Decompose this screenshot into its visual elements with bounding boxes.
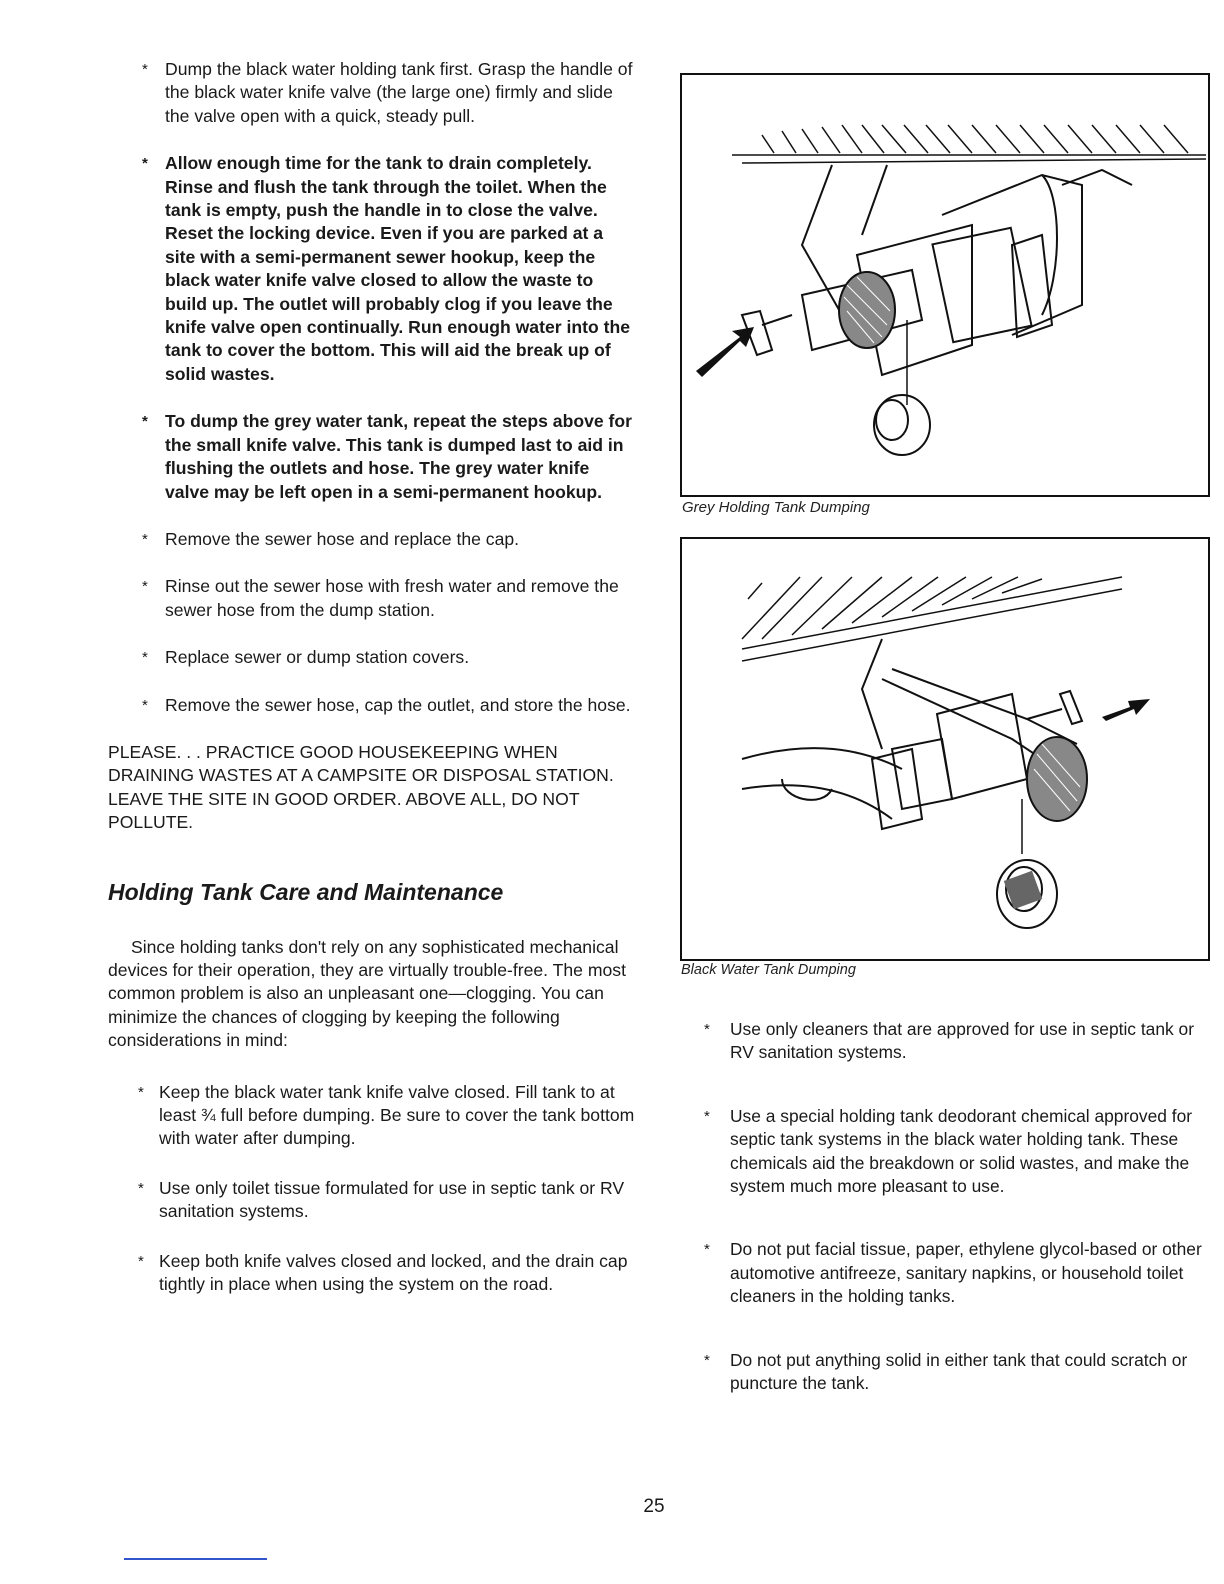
bullet-icon: * bbox=[704, 1241, 710, 1259]
bullet-icon: * bbox=[138, 1252, 144, 1270]
bullet-icon: * bbox=[142, 530, 148, 548]
bullet-icon: * bbox=[142, 155, 148, 173]
tip-item bbox=[108, 1081, 638, 1151]
grey-tank-figure bbox=[680, 73, 1210, 497]
step-text: Rinse out the sewer hose with fresh water and remove the sewer hose from the dump station. bbox=[165, 576, 619, 620]
step-text: To dump the grey water tank, repeat the steps above for the small knife valve. This tank is dumped last to aid in flushing the outlets and hose. The grey water knife valve may be left open in a semi-permanent hookup. bbox=[165, 411, 632, 502]
tip-item bbox=[680, 1238, 1208, 1308]
tip-item bbox=[108, 1177, 638, 1224]
step-rinse-hose bbox=[108, 575, 638, 622]
grey-tank-caption: Grey Holding Tank Dumping bbox=[682, 499, 870, 516]
section-heading: Holding Tank Care and Maintenance bbox=[108, 878, 504, 905]
black-tank-figure bbox=[680, 537, 1210, 961]
bullet-icon: * bbox=[138, 1179, 144, 1197]
step-remove-hose bbox=[108, 528, 638, 551]
tip-item bbox=[108, 1250, 638, 1297]
pull-arrow-icon bbox=[696, 327, 754, 377]
step-drain-rinse bbox=[108, 152, 638, 386]
step-dump-black-tank bbox=[108, 58, 638, 128]
step-store-hose bbox=[108, 694, 638, 717]
bullet-icon: * bbox=[138, 1083, 144, 1101]
left-tips-list bbox=[108, 1081, 638, 1297]
bullet-icon: * bbox=[704, 1351, 710, 1369]
bullet-icon: * bbox=[142, 578, 148, 596]
black-tank-caption: Black Water Tank Dumping bbox=[681, 962, 856, 978]
housekeeping-notice: PLEASE. . . PRACTICE GOOD HOUSEKEEPING WHEN DRAINING WASTES AT A CAMPSITE OR DISPOSAL STATION. LEAVE THE SITE IN GOOD ORDER. ABOVE ALL, DO NOT POLLUTE. bbox=[108, 741, 614, 833]
tip-text: Keep both knife valves closed and locked, and the drain cap tightly in place when using the system on the road. bbox=[159, 1250, 628, 1295]
step-text: Remove the sewer hose and replace the cap. bbox=[165, 528, 520, 549]
bullet-icon: * bbox=[142, 413, 148, 431]
page-number: 25 bbox=[643, 1496, 665, 1517]
tip-text: Use a special holding tank deodorant chemical approved for septic tank systems in the black water holding tank. These chemicals aid the breakdown or solid wastes, and make the system much more pleasant to use. bbox=[730, 1105, 1193, 1197]
pull-arrow-icon bbox=[1102, 699, 1150, 721]
footer-rule bbox=[124, 1558, 267, 1560]
tip-text: Do not put anything solid in either tank that could scratch or puncture the tank. bbox=[730, 1349, 1188, 1394]
tip-item bbox=[680, 1018, 1208, 1065]
step-text: Replace sewer or dump station covers. bbox=[165, 647, 470, 668]
step-dump-grey-tank bbox=[108, 410, 638, 504]
bullet-icon: * bbox=[142, 696, 148, 714]
bullet-icon: * bbox=[704, 1021, 710, 1038]
tip-item bbox=[680, 1105, 1208, 1199]
step-text: Dump the black water holding tank first. Grasp the handle of the black water knife valve (the large one) firmly and slide the valve open with a quick, steady pull. bbox=[165, 59, 633, 126]
left-column bbox=[108, 58, 638, 1322]
tip-item bbox=[680, 1349, 1208, 1396]
bullet-icon: * bbox=[142, 61, 148, 78]
step-text: Allow enough time for the tank to drain completely. Rinse and flush the tank through the toilet. When the tank is empty, push the handle in to close the valve. Reset the locking device. Even if you are parked at a site with a semi-permanent sewer hookup, keep the black water knife valve closed to allow the waste to build up. The outlet will probably clog if you leave the knife valve open continually. Run enough water into the tank to cover the bottom. This will aid the break up of solid wastes. bbox=[165, 153, 630, 384]
tip-text: Use only cleaners that are approved for use in septic tank or RV sanitation systems. bbox=[730, 1019, 1195, 1063]
tip-text: Do not put facial tissue, paper, ethylene glycol-based or other automotive antifreeze, sanitary napkins, or household toilet cleaners in the holding tanks. bbox=[730, 1239, 1202, 1307]
section-intro: Since holding tanks don't rely on any sophisticated mechanical devices for their operation, they are virtually trouble-free. The most common problem is also an unpleasant one—clogging. You can minimize the chances of clogging by keeping the following considerations in mind: bbox=[108, 936, 626, 1051]
right-tips-list bbox=[680, 1018, 1208, 1435]
grey-tank-illustration bbox=[682, 75, 1208, 495]
step-replace-covers bbox=[108, 646, 638, 669]
black-tank-illustration bbox=[682, 539, 1208, 959]
tip-text: Use only toilet tissue formulated for use in septic tank or RV sanitation systems. bbox=[159, 1177, 625, 1222]
bullet-icon: * bbox=[142, 649, 148, 667]
step-text: Remove the sewer hose, cap the outlet, and store the hose. bbox=[165, 694, 631, 715]
bullet-icon: * bbox=[704, 1107, 710, 1125]
tip-text: Keep the black water tank knife valve closed. Fill tank to at least ¾ full before dumping. Be sure to cover the tank bottom with water after dumping. bbox=[159, 1081, 635, 1149]
